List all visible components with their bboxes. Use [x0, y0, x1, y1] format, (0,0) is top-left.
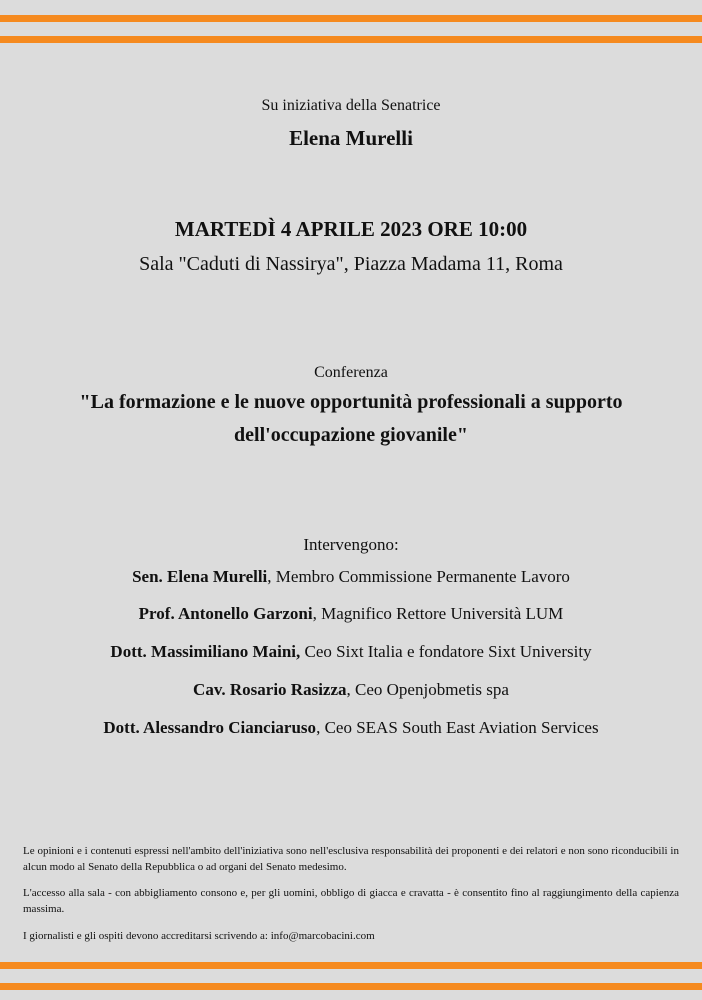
top-stripe-1 [0, 15, 702, 22]
speaker-role: , Magnifico Rettore Università LUM [312, 604, 564, 623]
speaker-name: Prof. Antonello Garzoni [138, 604, 313, 623]
speakers-label: Intervengono: [303, 535, 399, 554]
bottom-stripe-2 [0, 983, 702, 990]
accreditation-text: I giornalisti e gli ospiti devono accreditarsi scrivendo a: info@marcobacini.com [23, 930, 375, 942]
speaker-role: , Membro Commissione Permanente Lavoro [267, 567, 570, 586]
speaker-role: , Ceo SEAS South East Aviation Services [316, 718, 599, 737]
access-rules-text: L'accesso alla sala - con abbigliamento consono e, per gli uomini, obbligo di giacca e cravatta - è consentito fino al raggiungimento della capienza massima. [23, 887, 679, 915]
event-venue: Sala "Caduti di Nassirya", Piazza Madama 11, Roma [139, 253, 563, 275]
conference-label: Conferenza [314, 364, 388, 381]
bottom-stripe-1 [0, 962, 702, 969]
speaker-line [0, 566, 702, 588]
speaker-name: Dott. Massimiliano Maini, [110, 642, 301, 661]
senator-name: Elena Murelli [289, 126, 413, 150]
disclaimer-text: Le opinioni e i contenuti espressi nell'ambito dell'iniziativa sono nell'esclusiva responsabilità dei proponenti e dei relatori e non sono riconducibili in alcun modo al Senato della Repubblica o ad organi del Senato medesimo. [23, 845, 679, 873]
event-datetime: MARTEDÌ 4 APRILE 2023 ORE 10:00 [174, 217, 528, 241]
top-stripe-2 [0, 36, 702, 43]
speaker-role: Ceo Sixt Italia e fondatore Sixt University [300, 642, 592, 661]
speaker-line [0, 717, 702, 739]
speaker-name: Sen. Elena Murelli [132, 567, 268, 586]
speaker-line [0, 641, 702, 663]
speaker-line [0, 679, 702, 701]
speaker-name: Cav. Rosario Rasizza [193, 680, 347, 699]
speaker-name: Dott. Alessandro Cianciaruso [103, 718, 317, 737]
speaker-role: , Ceo Openjobmetis spa [346, 680, 509, 699]
speaker-line [0, 603, 702, 625]
initiative-intro: Su iniziativa della Senatrice [261, 97, 441, 114]
conference-title: "La formazione e le nuove opportunità professionali a supporto dell'occupazione giovanile" [79, 391, 623, 446]
